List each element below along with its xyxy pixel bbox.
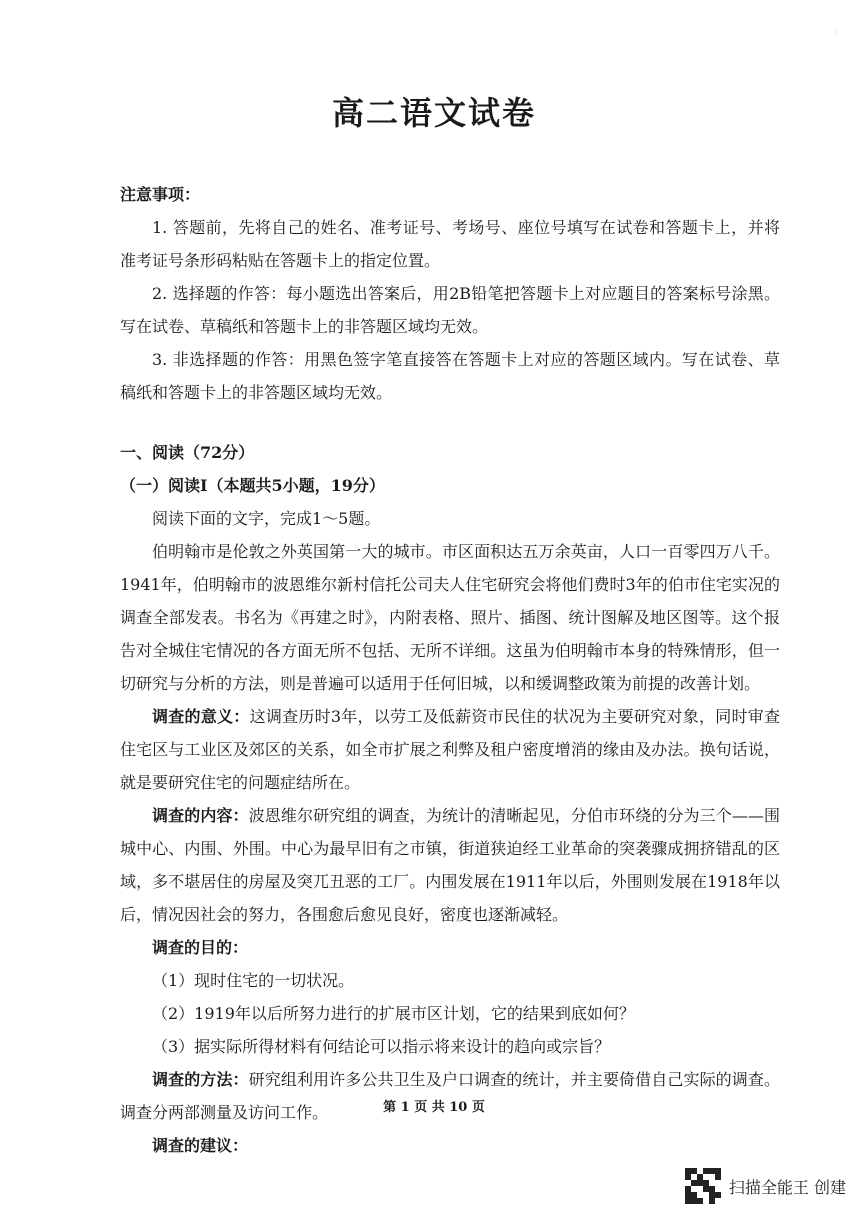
method-text: 研究组利用许多公共卫生及户口调查的统计，并主要倚借自己实际的调查。调查分两部测量及访问工作。 <box>120 1070 780 1122</box>
page-footer: 第 1 页 共 10 页 <box>383 1100 485 1115</box>
scanner-watermark <box>685 1168 846 1204</box>
purpose-item: （2）1919年以后所努力进行的扩展市区计划，它的结果到底如何？ <box>152 1004 635 1023</box>
content-label: 调查的内容： <box>152 806 249 825</box>
content-paragraph <box>120 799 780 931</box>
watermark-text: 扫描全能王 创建 <box>728 1177 846 1197</box>
intro-paragraph: 伯明翰市是伦敦之外英国第一大的城市。市区面积达五万余英亩，人口一百零四万八千。1941年，伯明翰市的波恩维尔新村信托公司夫人住宅研究会将他们费时3年的伯市住宅实况的调查全部发表。书名为《再建之时》，内附表格、照片、插图、统计图解及地区图等。这个报告对全城住宅情况的各方面无所不包括、无所不详细。这虽为伯明翰市本身的特殊情形，但一切研究与分析的方法，则是普遍可以适用于任何旧城，以和缓调整政策为前提的改善计划。 <box>120 542 780 693</box>
content-text: 波恩维尔研究组的调查，为统计的清晰起见，分伯市环绕的分为三个——围城中心、内围、外围。中心为最早旧有之市镇，街道狭迫经工业革命的突袭骤成拥挤错乱的区域，多不堪居住的房屋及突兀丑恶的工厂。内围发展在1911年以后，外围则发展在1918年以后，情况因社会的努力，各围愈后愈见良好，密度也逐渐减轻。 <box>120 806 780 924</box>
subsection-heading: （一）阅读Ⅰ（本题共5小题，19分） <box>120 476 385 495</box>
note-item: 2. 选择题的作答：每小题选出答案后，用2B铅笔把答题卡上对应题目的答案标号涂黑。写在试卷、草稿纸和答题卡上的非答题区域均无效。 <box>120 284 780 336</box>
section-heading: 一、阅读（72分） <box>120 443 255 462</box>
qr-code-icon <box>685 1168 721 1204</box>
meaning-text: 这调查历时3年，以劳工及低薪资市民住的状况为主要研究对象，同时审查住宅区与工业区及郊区的关系，如全市扩展之利弊及租户密度增消的缘由及办法。换句话说，就是要研究住宅的问题症结所在。 <box>120 707 780 792</box>
method-label: 调查的方法： <box>152 1070 249 1089</box>
notes-section <box>120 178 780 409</box>
purpose-label: 调查的目的： <box>152 938 249 957</box>
suggestion-label: 调查的建议： <box>152 1136 249 1155</box>
purpose-item: （3）据实际所得材料有何结论可以指示将来设计的趋向或宗旨？ <box>152 1037 611 1056</box>
notes-heading: 注意事项： <box>120 185 201 204</box>
corner-mark: · <box>835 28 838 37</box>
note-item: 3. 非选择题的作答：用黑色签字笔直接答在答题卡上对应的答题区域内。写在试卷、草稿纸和答题卡上的非答题区域均无效。 <box>120 350 780 402</box>
note-item: 1. 答题前，先将自己的姓名、准考证号、考场号、座位号填写在试卷和答题卡上，并将准考证号条形码粘贴在答题卡上的指定位置。 <box>120 218 780 270</box>
instruction: 阅读下面的文字，完成1～5题。 <box>152 509 381 528</box>
meaning-paragraph <box>120 700 780 799</box>
meaning-label: 调查的意义： <box>152 707 250 726</box>
purpose-item: （1）现时住宅的一切状况。 <box>152 971 355 990</box>
page-title: 高二语文试卷 <box>331 94 536 132</box>
reading-section <box>120 436 780 1162</box>
